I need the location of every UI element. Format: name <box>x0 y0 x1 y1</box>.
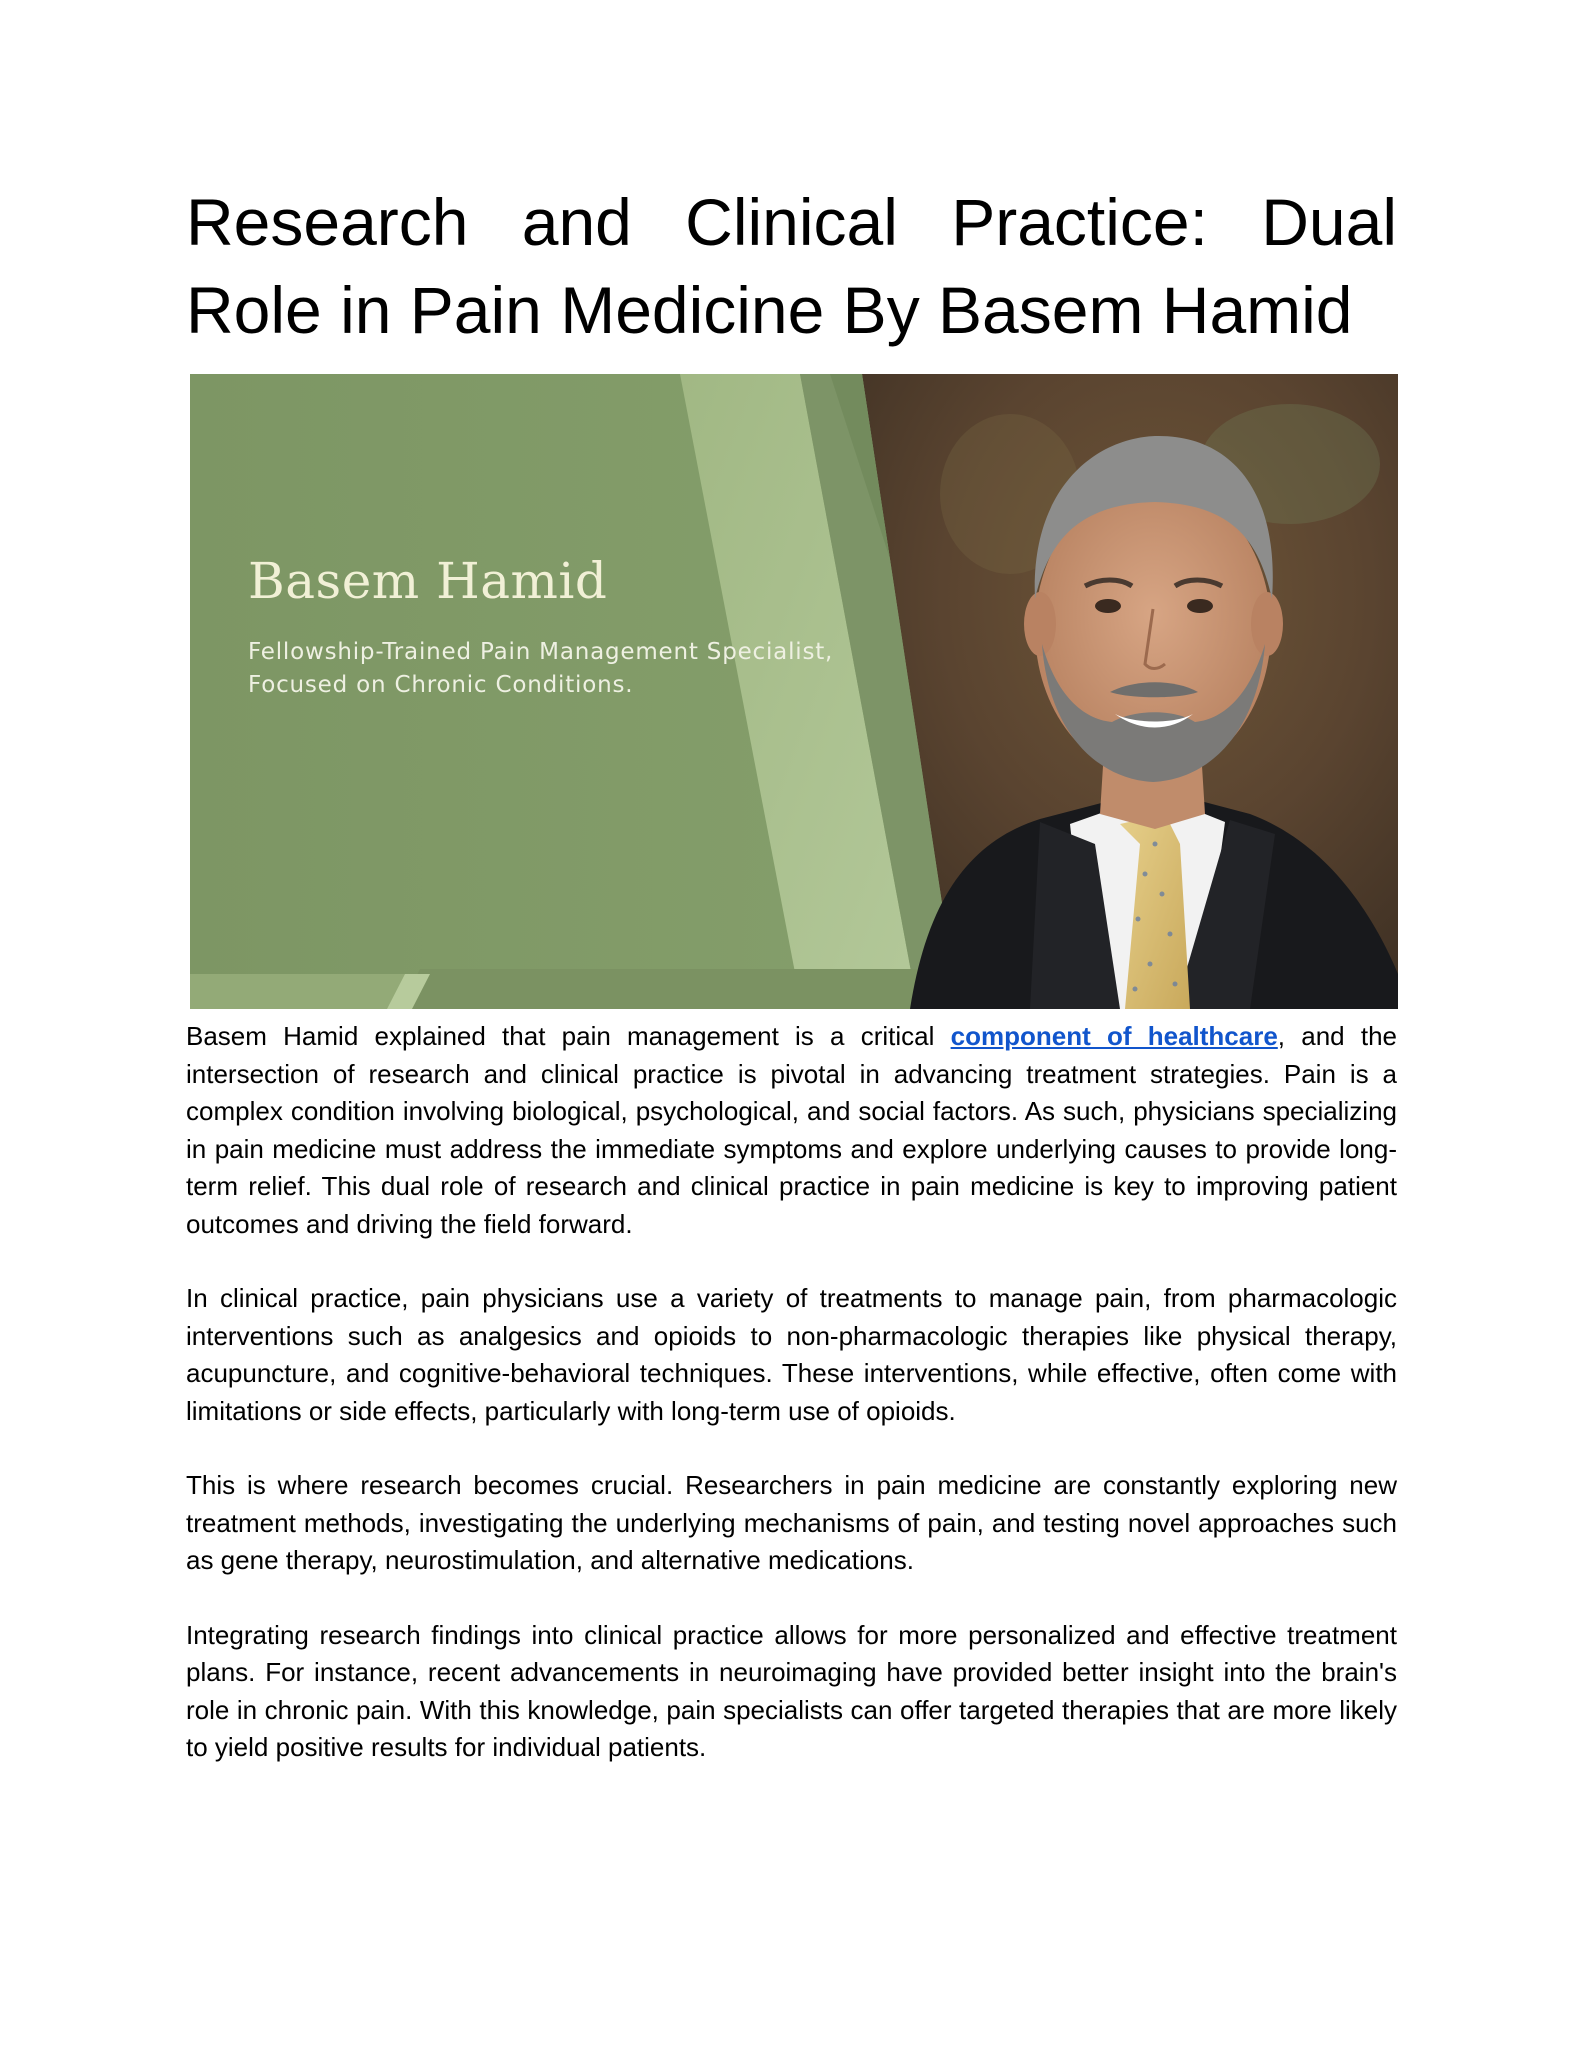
paragraph-4: Integrating research findings into clinical practice allows for more personalized and effective treatment plans. For instance, recent advancements in neuroimaging have provided better insight into the brain's role in chronic pain. With this knowledge, pain specialists can offer targeted therapies that are more likely to yield positive results for individual patients. <box>186 1619 1397 1762</box>
paragraph-1-intro: Basem Hamid explained that pain management is a critical <box>186 1021 951 1051</box>
banner-name: Basem Hamid <box>248 552 608 610</box>
article-body <box>186 1018 1397 1804</box>
paragraph-3: This is where research becomes crucial. Researchers in pain medicine are constantly exploring new treatment methods, investigating the underlying mechanisms of pain, and testing novel approaches such as gene therapy, neurostimulation, and alternative medications. <box>186 1470 1397 1575</box>
paragraph-1-rest: , and the intersection of research and clinical practice is pivotal in advancing treatment strategies. Pain is a complex condition involving biological, psychological, and social factors. As such, physicians specializing in pain medicine must address the immediate symptoms and explore underlying causes to provide long-term relief. This dual role of research and clinical practice in pain medicine is key to improving patient outcomes and driving the field forward. <box>186 1021 1398 1239</box>
page-title: Research and Clinical Practice: Dual Role in Pain Medicine By Basem Hamid <box>186 185 1397 347</box>
paragraph-1 <box>186 1018 1397 1243</box>
healthcare-link[interactable]: component of healthcare <box>950 1021 1278 1051</box>
profile-banner-image <box>190 374 1398 1009</box>
banner-tagline: Fellowship-Trained Pain Management Specialist, Focused on Chronic Conditions. <box>248 639 834 698</box>
paragraph-2: In clinical practice, pain physicians use a variety of treatments to manage pain, from pharmacologic interventions such as analgesics and opioids to non-pharmacologic therapies like physical therapy, acupuncture, and cognitive-behavioral techniques. These interventions, while effective, often come with limitations or side effects, particularly with long-term use of opioids. <box>186 1283 1397 1426</box>
